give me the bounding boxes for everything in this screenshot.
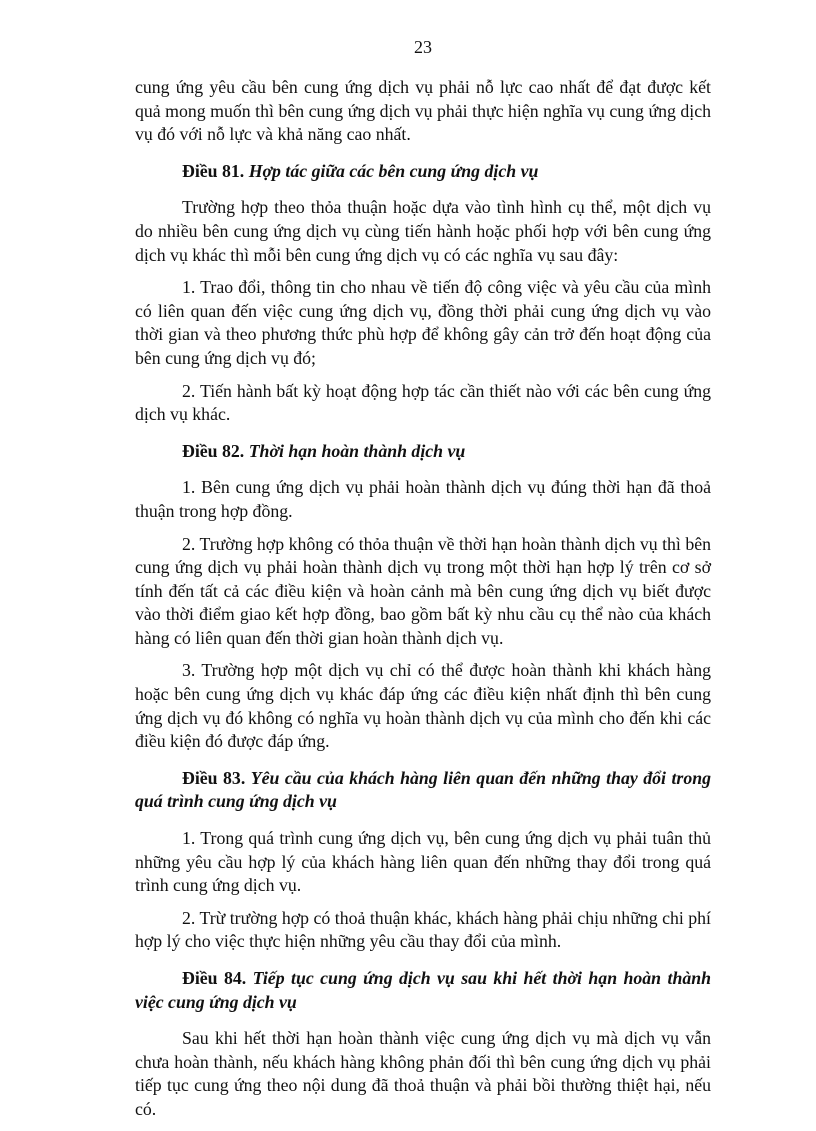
opening-paragraph: cung ứng yêu cầu bên cung ứng dịch vụ phải nỗ lực cao nhất để đạt được kết quả mong muốn thì bên cung ứng dịch vụ phải thực hiện nghĩa vụ cung ứng dịch vụ đó với nỗ lực và khả năng cao nhất.	[135, 77, 711, 145]
article-83	[135, 767, 711, 954]
article-paragraph: 2. Trừ trường hợp có thoả thuận khác, khách hàng phải chịu những chi phí hợp lý cho việc thực hiện những yêu cầu thay đổi của mình.	[135, 907, 711, 952]
article-number: Điều 81.	[182, 160, 245, 181]
article-82	[135, 440, 711, 754]
article-title: Thời hạn hoàn thành dịch vụ	[248, 440, 466, 461]
article-paragraph: Sau khi hết thời hạn hoàn thành việc cung ứng dịch vụ mà dịch vụ vẫn chưa hoàn thành, nếu khách hàng không phản đối thì bên cung ứng dịch vụ phải tiếp tục cung ứng theo nội dung đã thoả thuận và phải bồi thường thiệt hại, nếu có.	[135, 1028, 711, 1119]
document-page	[135, 36, 711, 1131]
article-number: Điều 82.	[182, 440, 245, 461]
article-title: Yêu cầu của khách hàng liên quan đến những thay đổi trong quá trình cung ứng dịch vụ	[135, 767, 711, 812]
article-paragraph: 1. Trong quá trình cung ứng dịch vụ, bên cung ứng dịch vụ phải tuân thủ những yêu cầu hợp lý của khách hàng liên quan đến những thay đổi trong quá trình cung ứng dịch vụ.	[135, 828, 711, 896]
article-paragraph: 2. Tiến hành bất kỳ hoạt động hợp tác cần thiết nào với các bên cung ứng dịch vụ khác.	[135, 380, 711, 425]
article-paragraph: Trường hợp theo thỏa thuận hoặc dựa vào tình hình cụ thể, một dịch vụ do nhiều bên cung ứng dịch vụ cùng tiến hành hoặc phối hợp với bên cung ứng dịch vụ khác thì mỗi bên cung ứng dịch vụ có các nghĩa vụ sau đây:	[135, 197, 711, 265]
article-heading	[135, 440, 711, 464]
article-81	[135, 160, 711, 427]
article-number: Điều 83.	[182, 767, 246, 788]
article-title: Hợp tác giữa các bên cung ứng dịch vụ	[248, 160, 539, 181]
article-paragraph: 1. Trao đổi, thông tin cho nhau về tiến độ công việc và yêu cầu của mình có liên quan đến việc cung ứng dịch vụ, đồng thời phải cung ứng dịch vụ vào thời gian và theo phương thức phù hợp để không gây cản trở đến hoạt động của bên cung ứng dịch vụ đó;	[135, 277, 711, 368]
page-number: 23	[414, 37, 432, 57]
article-title: Tiếp tục cung ứng dịch vụ sau khi hết thời hạn hoàn thành việc cung ứng dịch vụ	[135, 968, 711, 1012]
article-paragraph: 3. Trường hợp một dịch vụ chỉ có thể được hoàn thành khi khách hàng hoặc bên cung ứng dịch vụ khác đáp ứng các điều kiện nhất định thì bên cung ứng dịch vụ đó không có nghĩa vụ hoàn thành dịch vụ của mình cho đến khi các điều kiện đó được đáp ứng.	[135, 660, 711, 752]
article-paragraph: 2. Trường hợp không có thỏa thuận về thời hạn hoàn thành dịch vụ thì bên cung ứng dịch vụ phải hoàn thành dịch vụ trong một thời hạn hợp lý trên cơ sở tính đến tất cả các điều kiện và hoàn cảnh mà bên cung ứng dịch vụ biết được vào thời điểm giao kết hợp đồng, bao gồm bất kỳ nhu cầu cụ thể nào của khách hàng có liên quan đến thời gian hoàn thành dịch vụ.	[135, 533, 711, 648]
article-paragraph: 1. Bên cung ứng dịch vụ phải hoàn thành dịch vụ đúng thời hạn đã thoả thuận trong hợp đồng.	[135, 477, 711, 521]
article-heading	[135, 160, 711, 184]
article-84	[135, 967, 711, 1122]
article-heading	[135, 967, 711, 1014]
article-number: Điều 84.	[182, 968, 247, 988]
article-heading	[135, 767, 711, 814]
